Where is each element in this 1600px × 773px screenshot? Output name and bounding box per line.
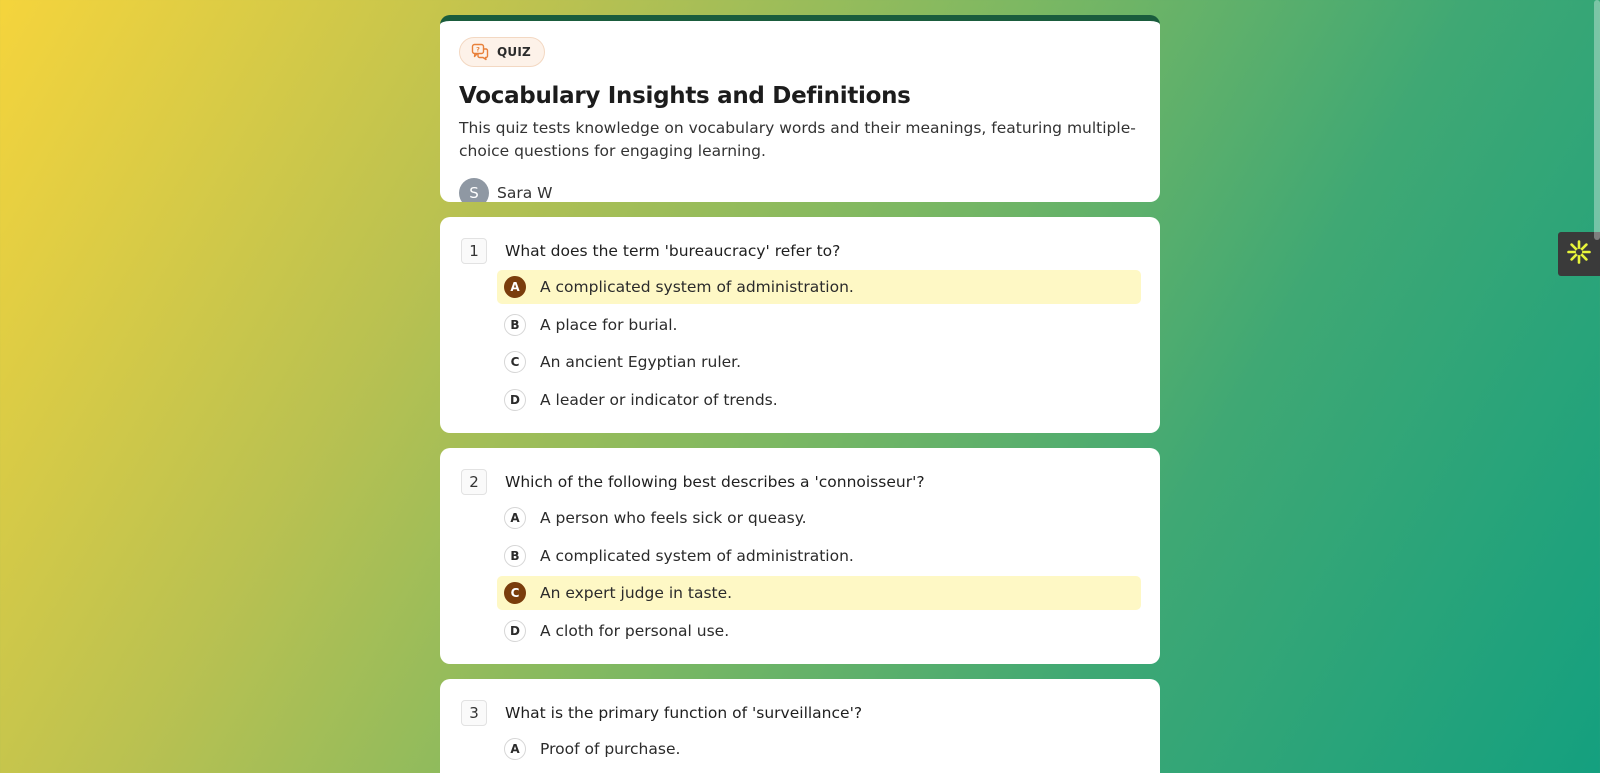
page-scrollbar[interactable] (1594, 0, 1600, 240)
option-letter[interactable]: D (504, 620, 526, 642)
option-letter[interactable]: B (504, 545, 526, 567)
quiz-description: This quiz tests knowledge on vocabulary words and their meanings, featuring multiple-choice questions for engaging learning. (459, 119, 1136, 160)
option-text[interactable]: An ancient Egyptian ruler. (540, 353, 742, 371)
option-letter[interactable]: A (504, 507, 526, 529)
answer-options (497, 270, 1141, 417)
option-letter[interactable]: B (504, 314, 526, 336)
option-text[interactable]: A cloth for personal use. (540, 621, 730, 640)
question-header (461, 238, 1141, 264)
asterisk-spark-icon[interactable] (1566, 239, 1592, 269)
quiz-header-card (440, 15, 1160, 202)
option-letter[interactable]: D (504, 389, 526, 411)
quiz-page (440, 15, 1160, 773)
option-text[interactable]: A complicated system of administration. (540, 546, 854, 565)
question-header (461, 700, 1141, 726)
author-name[interactable]: Sara W (497, 184, 553, 202)
question-header (461, 469, 1141, 495)
question-text: What is the primary function of 'surveillance'? (505, 704, 863, 722)
quiz-chat-icon (471, 43, 489, 61)
question-number: 3 (461, 700, 487, 726)
author[interactable] (459, 178, 1141, 202)
option-text[interactable]: Proof of purchase. (540, 740, 681, 758)
answer-options (497, 732, 1141, 766)
question-card-2 (440, 448, 1160, 664)
option-text[interactable]: A leader or indicator of trends. (540, 390, 778, 409)
question-card-3 (440, 679, 1160, 773)
answer-option-c[interactable] (497, 345, 1141, 379)
question-card-1 (440, 217, 1160, 433)
option-text[interactable]: A complicated system of administration. (540, 278, 854, 296)
quiz-badge-label: QUIZ (497, 45, 531, 59)
option-letter[interactable]: A (504, 276, 526, 298)
question-text: Which of the following best describes a 'connoisseur'? (505, 473, 925, 491)
answer-option-c[interactable] (497, 576, 1141, 610)
option-letter[interactable]: A (504, 738, 526, 760)
question-number: 2 (461, 469, 487, 495)
option-text[interactable]: A person who feels sick or queasy. (540, 509, 807, 527)
option-letter[interactable]: C (504, 582, 526, 604)
answer-option-d[interactable] (497, 614, 1141, 648)
answer-option-b[interactable] (497, 308, 1141, 342)
answer-option-a[interactable] (497, 270, 1141, 304)
quiz-badge (459, 37, 545, 67)
svg-text:?: ? (476, 45, 480, 54)
question-number: 1 (461, 238, 487, 264)
question-text: What does the term 'bureaucracy' refer to? (505, 242, 841, 260)
option-letter[interactable]: C (504, 351, 526, 373)
answer-option-a[interactable] (497, 732, 1141, 766)
option-text[interactable]: A place for burial. (540, 315, 678, 334)
avatar[interactable]: S (459, 178, 489, 202)
option-text[interactable]: An expert judge in taste. (540, 584, 733, 602)
answer-option-b[interactable] (497, 539, 1141, 573)
answer-options (497, 501, 1141, 648)
answer-option-d[interactable] (497, 383, 1141, 417)
quiz-title: Vocabulary Insights and Definitions (459, 83, 911, 109)
answer-option-a[interactable] (497, 501, 1141, 535)
